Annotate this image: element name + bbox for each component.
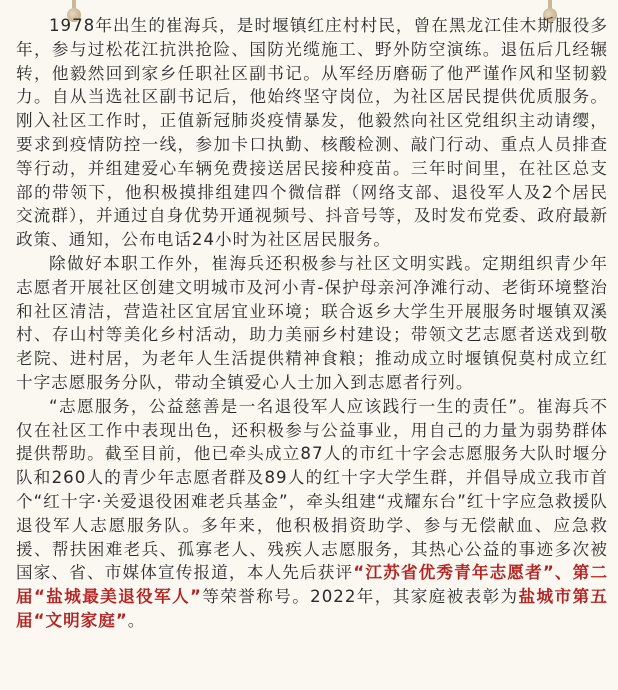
paragraph-1-text: 1978年出生的崔海兵，是时堰镇红庄村村民，曾在黑龙江佳木斯服役多年，参与过松花江抗洪抢险、国防光缆施工、野外防空演练。退伍后几经辗转，他毅然回到家乡任职社区副书记。从军经历磨砺了他严谨作风和坚韧毅力。自从当选社区副书记后，他始终坚守岗位，为社区居民提供优质服务。刚入社区工作时，正值新冠肺炎疫情暴发，他毅然向社区党组织主动请缨，要求到疫情防控一线，参加卡口执勤、核酸检测、敲门行动、重点人员排查等行动，并组建爱心车辆免费接送居民接种疫苗。三年时间里，在社区总支部的带领下，他积极摸排组建四个微信群（网络支部、退役军人及2个居民交流群），并通过自身优势开通视频号、抖音号等，及时发布党委、政府最新政策、通知，公布电话24小时为社区居民服务。 bbox=[16, 16, 608, 250]
paragraph-1 bbox=[16, 14, 608, 252]
article-body bbox=[16, 14, 608, 633]
paragraph-3-text-3: 。 bbox=[127, 610, 146, 630]
paragraph-3-text: “志愿服务，公益慈善是一名退役军人应该践行一生的责任”。崔海兵不仅在社区工作中表现出色，还积极参与公益事业，用自己的力量为弱势群体提供帮助。截至目前，他已牵头成立87人的市红十字会志愿服务大队时堰分队和260人的青少年志愿者群及89人的红十字大学生群，并倡导成立我市首个“红十字·关爱退役困难老兵基金”，牵头组建“戎耀东台”红十字应急救援队退役军人志愿服务队。多年来，他积极捐资助学、参与无偿献血、应急救援、帮扶困难老兵、孤寡老人、残疾人志愿服务，其热心公益的事迹多次被国家、省、市媒体宣传报道，本人先后获评 bbox=[16, 396, 608, 583]
paragraph-2-text: 除做好本职工作外，崔海兵还积极参与社区文明实践。定期组织青少年志愿者开展社区创建文明城市及河小青-保护母亲河净滩行动、老街环境整治和社区清洁，营造社区宜居宜业环境；联合返乡大学生开展服务时堰镇双溪村、存山村等美化乡村活动，助力美丽乡村建设；带领文艺志愿者送戏到敬老院、进村居，为老年人生活提供精神食粮；推动成立时堰镇倪莫村成立红十字志愿服务分队，带动全镇爱心人士加入到志愿者行列。 bbox=[16, 253, 608, 392]
paragraph-3-text-2: 等荣誉称号。2022年，其家庭被表彰为 bbox=[201, 587, 519, 607]
honor-highlight-2: 盐城市第五届“文明家庭” bbox=[16, 587, 609, 630]
paragraph-3 bbox=[16, 395, 608, 633]
paragraph-2 bbox=[16, 252, 608, 395]
honor-highlight-1: “江苏省优秀青年志愿者”、第二届“盐城最美退役军人” bbox=[16, 563, 609, 607]
